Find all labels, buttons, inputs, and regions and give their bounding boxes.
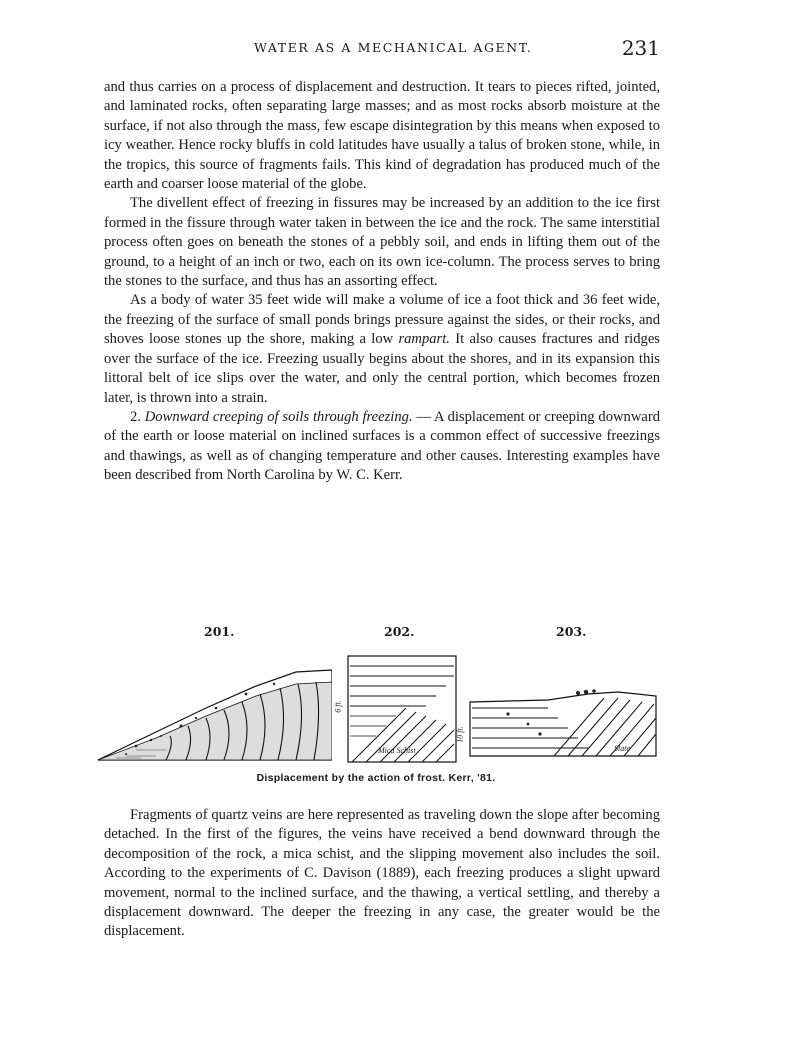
paragraph-1: and thus carries on a process of displacement and destruction. It tears to pieces rifted, jointed, and laminated rocks, often separating large masses; and as most rocks absorb moisture at the surface, if not also through the mass, few escape disintegration by this means when exposed to icy weather. Hence rocky bluffs in cold latitudes have usually a talus of broken stone, while, in the tropics, this source of fragments fails. This kind of degradation has produced much of the earth and coarser loose material of the globe.	[104, 79, 660, 193]
running-title: WATER AS A MECHANICAL AGENT.	[254, 40, 533, 55]
paragraph-5: Fragments of quartz veins are here represented as traveling down the slope after becoming detached. In the first of the figures, the veins have received a bend downward through the decomposition of the rock, a mica schist, and the slipping movement also includes the soil. According to the experiments of C. Davison (1889), each freezing produces a slight upward movement, normal to the inclined surface, and the thawing, a vertical settling, and thereby a displacement downward. The deeper the freezing in any case, the greater would be the displacement.	[104, 807, 660, 940]
body-text-top	[104, 78, 660, 486]
section-heading: Downward creeping of soils through freezing.	[144, 408, 413, 425]
paragraph-4	[104, 408, 660, 486]
figure-203-rock-label: Slate	[614, 744, 630, 753]
figure-202-label: 202.	[384, 624, 415, 639]
figures-group	[96, 624, 696, 794]
rampart-term: rampart.	[398, 331, 450, 348]
figure-202-rock-label: Mica Schist	[378, 746, 416, 755]
figure-201-label: 201.	[204, 624, 235, 639]
figure-caption: Displacement by the action of frost. Kerr, '81.	[256, 772, 496, 784]
paragraph-4-text: — A displacement or creeping downward of the earth or loose material on inclined surfaces is a common effect of successive freezings and thawings, as well as of changing temperature and other causes. Interesting examples have been described from North Carolina by W. C. Kerr.	[104, 408, 661, 484]
figure-201-illustration	[96, 664, 332, 764]
paragraph-3-text-b: It also causes fractures and ridges over the surface of the ice. Freezing usually begins about the shores, and in its expansion this littoral belt of ice slips over the water, and only the central portion, which becomes frozen later, is thrown into a strain.	[104, 331, 660, 406]
running-head	[104, 36, 660, 62]
paragraph-3	[104, 291, 660, 407]
paragraph-2: The divellent effect of freezing in fissures may be increased by an addition to the ice first formed in the fissure through water taken in between the ice and the rock. The same interstitial process often goes on beneath the stones of a pebbly soil, and ends in lifting them out of the ground, to a height of an inch or two, each on its own ice-column. The process serves to bring the stones to the surface, and thus has an assorting effect.	[104, 195, 660, 290]
figure-203-label: 203.	[556, 624, 587, 639]
section-number: 2.	[130, 408, 145, 425]
page-number: 231	[621, 36, 660, 60]
body-text-bottom	[104, 806, 660, 942]
paragraph-3-text-a: As a body of water 35 feet wide will make a volume of ice a foot thick and 36 feet wide, the freezing of the surface of small ponds brings pressure against the sides, or their rocks, and shoves loose stones up the shore, making a low	[104, 292, 660, 348]
figure-203-scale: 10 ft.	[455, 726, 465, 743]
figure-202-scale: 6 ft.	[333, 700, 343, 713]
